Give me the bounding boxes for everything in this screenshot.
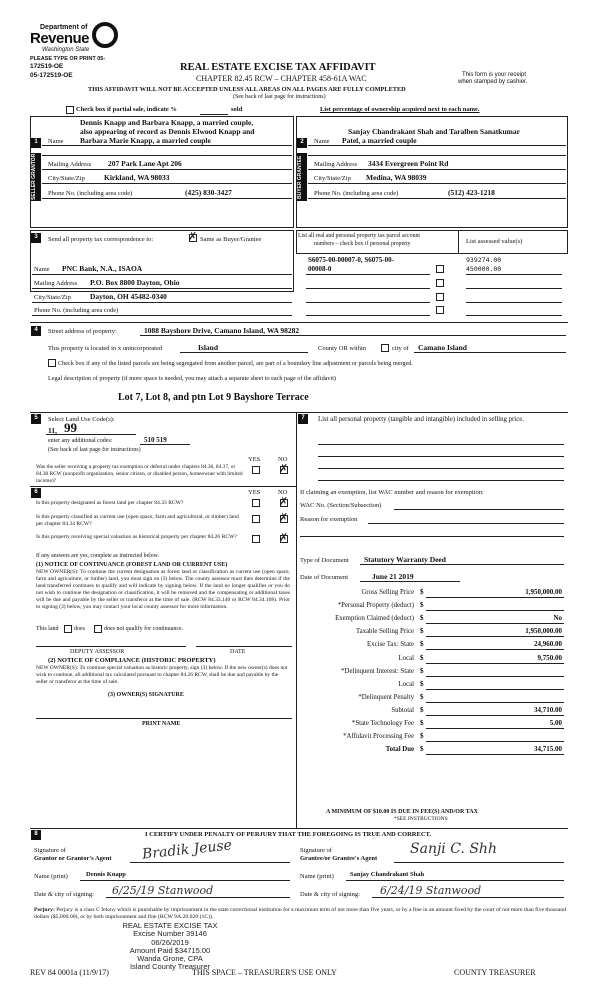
forest-land-question: Is this property designated as forest land per chapter 84.33 RCW? xyxy=(36,500,184,506)
grantor-date-city: 6/25/19 Stanwood xyxy=(112,884,214,897)
see-back-header: (See back of last page for instructions) xyxy=(233,94,326,100)
tax-row xyxy=(300,601,564,613)
forest-no-x-mark: ✗ xyxy=(279,495,289,508)
seller-grantor-tag: SELLER GRANTOR xyxy=(31,153,41,201)
section-2-tag: 2 xyxy=(297,138,307,148)
tax-row-dollar: $ xyxy=(420,706,424,714)
section-8-tag: 8 xyxy=(31,830,41,840)
additional-codes-label: enter any additional codes: xyxy=(48,438,113,444)
legal-label: Legal description of property (if more space is needed, you may attach a separate sheet to each page of the affidavit) xyxy=(48,375,336,382)
form-warning: THIS AFFIDAVIT WILL NOT BE ACCEPTED UNLESS ALL AREAS ON ALL PAGES ARE FULLY COMPLETED xyxy=(88,86,406,93)
perjury-text: Perjury is a class C felony which is punishable by imprisonment in the state correctional institution for a maximum term of not more than five years, or by a fine in an amount fixed by the court of not more than five thousand dollars ($5,000.00), or by both imprisonment and fine (RCW 9A.20.020 (1C)). xyxy=(34,907,566,920)
tax-row xyxy=(300,706,564,718)
seller-phone-label: Phone No. (including area code) xyxy=(48,190,133,197)
buyer-phone: (512) 423-1218 xyxy=(448,188,495,197)
correspondence-label: Send all property tax correspondence to: xyxy=(48,236,154,243)
tax-row-label: Gross Selling Price xyxy=(361,589,414,596)
land-use-yes: YES xyxy=(248,456,261,463)
current-use-no-x-mark: ✗ xyxy=(279,511,289,524)
tax-row-dollar: $ xyxy=(420,640,424,648)
grantee-signature: Sanji C. Shh xyxy=(410,841,497,857)
grantor-date-label: Date & city of signing: xyxy=(34,891,94,898)
notice-compliance-body: NEW OWNER(S): To continue special valuation as historic property, sign (3) below. If the new owner(s) does not wish to continue, all additional tax calculated pursuant to chapter 84.26 RCW, shall be due and payable by the seller or transferor at the time of sale. xyxy=(36,665,288,685)
personal-property-checkbox-3[interactable] xyxy=(436,293,444,301)
parcel-numbers-line2: 00008-0 xyxy=(308,265,332,273)
sec6-no: NO xyxy=(278,489,288,496)
cashier-stamp xyxy=(110,922,230,972)
land-use-code-big: 99 xyxy=(64,420,77,435)
partial-sale-label: Check box if partial sale, indicate % xyxy=(76,106,177,113)
parcel-header-1: List all real and personal property tax parcel account xyxy=(298,233,421,239)
forest-yes-checkbox[interactable] xyxy=(252,499,260,507)
corr-city: Dayton, OH 45482-0340 xyxy=(90,292,167,301)
buyer-name-line1: Sanjay Chandrakant Shah and Taralben Sanatkumar xyxy=(348,127,520,136)
personal-property-label: List all personal property (tangible and intangible) included in selling price. xyxy=(318,416,524,423)
receipt-note-1: This form is your receipt xyxy=(462,72,527,78)
doc-date: June 21 2019 xyxy=(372,572,414,581)
tax-row-value: 1,950,000.00 xyxy=(525,627,562,635)
additional-codes: 510 519 xyxy=(144,436,167,444)
logo-swirl-icon xyxy=(92,22,118,48)
corr-city-label: City/State/Zip xyxy=(34,294,71,301)
land-does-not-checkbox[interactable] xyxy=(94,625,102,633)
street-address: 1088 Bayshore Drive, Camano Island, WA 98282 xyxy=(144,326,300,335)
section-7-tag: 7 xyxy=(298,414,308,424)
section-5-tag: 5 xyxy=(31,414,41,424)
tax-row-dollar: $ xyxy=(420,601,424,609)
grantor-name: Dennis Knapp xyxy=(86,871,126,878)
treasurer-use-only: THIS SPACE – TREASURER'S USE ONLY xyxy=(192,968,337,977)
grantor-signature: Bradik Jeuse xyxy=(141,837,233,863)
seller-name-line2: also appearing of record as Dennis Elwood Knapp and xyxy=(80,127,255,136)
assessed-value-1: 939274.00 xyxy=(466,256,502,264)
county-treasurer: COUNTY TREASURER xyxy=(454,968,536,977)
tax-row xyxy=(300,719,564,731)
personal-property-checkbox-1[interactable] xyxy=(436,265,444,273)
tax-row xyxy=(300,745,564,757)
receipt-note-2: when stamped by cashier. xyxy=(458,79,528,85)
county-or-label: County OR within xyxy=(318,345,367,352)
perjury-label: Perjury: xyxy=(34,907,55,913)
certify-title: I CERTIFY UNDER PENALTY OF PERJURY THAT THE FOREGOING IS TRUE AND CORRECT. xyxy=(145,831,432,838)
tax-row-label: *Delinquent Penalty xyxy=(358,694,414,701)
buyer-name-label: Name xyxy=(314,138,330,145)
land-use-no: NO xyxy=(278,456,288,463)
tax-row-value: 24,960.00 xyxy=(534,640,562,648)
tax-row-dollar: $ xyxy=(420,588,424,596)
section-1-tag: 1 xyxy=(31,138,41,148)
property-city: Camano Island xyxy=(418,343,467,352)
stamp-line6: Island County Treasurer xyxy=(129,962,211,972)
tax-row xyxy=(300,627,564,639)
grantee-date-city: 6/24/19 Stanwood xyxy=(380,884,482,897)
grantee-name: Sanjay Chandrakant Shah xyxy=(350,871,425,878)
seller-name-line3: Barbara Marie Knapp, a married couple xyxy=(80,136,211,145)
minimum-fee-note: A MINIMUM OF $10.00 IS DUE IN FEE(S) AND/OR TAX xyxy=(326,809,478,815)
legal-description: Lot 7, Lot 8, and ptn Lot 9 Bayshore Terrace xyxy=(118,392,309,403)
within-city-checkbox[interactable] xyxy=(381,344,389,352)
tax-row-label: Subtotal xyxy=(391,707,414,714)
seller-name-label: Name xyxy=(48,138,64,145)
tax-row xyxy=(300,654,564,666)
tax-row-label: Excise Tax: State xyxy=(367,641,414,648)
land-does-not-label: does not qualify for continuance. xyxy=(104,626,184,632)
buyer-phone-label: Phone No. (including area code) xyxy=(314,190,399,197)
tax-row-dollar: $ xyxy=(420,654,424,662)
tax-row-dollar: $ xyxy=(420,680,424,688)
tax-row-label: *Delinquent Interest: State xyxy=(341,668,414,675)
grantee-date-label: Date & city of signing: xyxy=(300,891,360,898)
doc-type: Statutory Warranty Deed xyxy=(364,555,446,564)
tax-row xyxy=(300,588,564,600)
tax-row-dollar: $ xyxy=(420,745,424,753)
tax-row-value: 34,710.00 xyxy=(534,706,562,714)
historic-question: Is this property receiving special valuation as historical property per chapter 84.26 RCW? xyxy=(36,534,237,540)
notice-compliance-title: (2) NOTICE OF COMPLIANCE (HISTORIC PROPERTY) xyxy=(48,657,216,664)
logo-line2: Revenue xyxy=(30,30,90,47)
file-number-2: 05-172519-OE xyxy=(30,72,73,79)
deputy-assessor-label: DEPUTY ASSESSOR xyxy=(70,649,125,655)
section-3-tag: 3 xyxy=(31,233,41,243)
grantee-sig-label2: Grantee/or Grantee's Agent xyxy=(300,855,378,862)
tax-row-label: *Personal Property (deduct) xyxy=(337,602,414,609)
notice-continuance-body: NEW OWNER(S): To continue the current designation as forest land or classification as current use (open space, farm and agriculture, or timber) land, you must sign on (3) below. The county assessor must then determine if the land transferred continues to qualify and will indicate by signing below. If the land no longer qualifies or you do not wish to continue the designation or classification, it will be removed and the compensating or additional taxes will be due and payable by the seller or transferor at the time of sale. (RCW 84.33.140 or RCW 84.34.108). Prior to signing (3) below, you may contact your local county assessor for more information. xyxy=(36,569,290,610)
land-use-see-back: (See back of last page for instructions) xyxy=(48,447,141,453)
buyer-grantee-tag: BUYER GRANTEE xyxy=(297,153,307,201)
see-instructions: *SEE INSTRUCTIONS xyxy=(394,816,448,822)
this-land-label: This land xyxy=(36,626,59,632)
seller-phone: (425) 830-3427 xyxy=(185,188,232,197)
owner-signature-label: (3) OWNER(S) SIGNATURE xyxy=(108,692,184,698)
buyer-mailing-label: Mailing Address xyxy=(314,161,358,168)
same-as-buyer-label: Same as Buyer/Grantee xyxy=(200,236,262,243)
stamp-line5: Wanda Grone, CPA xyxy=(137,954,203,964)
tax-row xyxy=(300,732,564,744)
tax-row-value: 5.00 xyxy=(549,719,562,727)
tax-row-label: Exemption Claimed (deduct) xyxy=(335,615,414,622)
wac-label: WAC No. (Section/Subsection) xyxy=(300,502,382,509)
section-4-tag: 4 xyxy=(31,326,41,336)
buyer-city-label: City/State/Zip xyxy=(314,175,351,182)
seller-mailing-label: Mailing Address xyxy=(48,161,92,168)
personal-property-checkbox-4[interactable] xyxy=(436,306,444,314)
tax-row-value: 34,715.00 xyxy=(534,745,562,753)
tax-row xyxy=(300,614,564,626)
form-revision: REV 84 0001a (11/9/17) xyxy=(30,968,109,977)
logo-line1: Department of xyxy=(40,24,88,31)
tax-row-label: *State Technology Fee xyxy=(351,720,414,727)
land-use-label: Select Land Use Code(s): xyxy=(48,416,115,423)
dor-logo xyxy=(30,22,122,54)
tax-row-label: Total Due xyxy=(385,746,414,753)
tax-row-dollar: $ xyxy=(420,693,424,701)
historic-yes-checkbox[interactable] xyxy=(252,535,260,543)
tax-row-dollar: $ xyxy=(420,732,424,740)
seller-city: Kirkland, WA 98033 xyxy=(104,173,170,182)
personal-property-checkbox-2[interactable] xyxy=(436,279,444,287)
notice-continuance-title: (1) NOTICE OF CONTINUANCE (FOREST LAND OR CURRENT USE) xyxy=(36,562,228,568)
tax-row xyxy=(300,680,564,692)
tax-row-value: No xyxy=(553,614,562,622)
corr-mailing: P.O. Box 8800 Dayton, Ohio xyxy=(90,278,180,287)
if-yes-note: If any answers are yes, complete as instructed below. xyxy=(36,553,159,559)
tax-row-dollar: $ xyxy=(420,667,424,675)
seller-name-line1: Dennis Knapp and Barbara Knapp, a married couple, xyxy=(80,118,254,127)
corr-phone-label: Phone No. (including area code) xyxy=(34,307,119,314)
stamp-line2: Excise Number 39146 xyxy=(133,929,207,939)
doc-date-label: Date of Document xyxy=(300,574,349,581)
perjury-note xyxy=(34,907,566,921)
file-number-1: 172519-OE xyxy=(30,63,64,70)
buyer-name-line2: Patel, a married couple xyxy=(342,136,417,145)
exemption-no-x-mark: ✗ xyxy=(279,462,289,475)
grantor-sig-label1: Signature of xyxy=(34,847,66,854)
stamp-line4: Amount Paid $34715.00 xyxy=(129,945,211,955)
parcel-numbers-line1: S6075-00-00007-0, S6075-00- xyxy=(308,256,394,264)
tax-row-value: 9,750.00 xyxy=(537,654,562,662)
buyer-city: Medina, WA 98039 xyxy=(366,173,427,182)
exemption-claim-label: If claiming an exemption, list WAC number and reason for exemption: xyxy=(300,489,484,496)
tax-row-label: Local xyxy=(398,655,414,662)
same-as-buyer-x-mark: ✗ xyxy=(188,230,198,243)
print-name-label: PRINT NAME xyxy=(142,721,181,727)
stamp-line1: REAL ESTATE EXCISE TAX xyxy=(122,921,218,930)
segregated-checkbox[interactable] xyxy=(48,359,56,367)
assessed-value-2: 450000.00 xyxy=(466,265,502,273)
doc-type-label: Type of Document xyxy=(300,557,349,564)
current-use-question: Is this property classified as current use (open space, farm and agricultural, or timber) land per chapter 84.34 RCW? xyxy=(36,514,239,527)
stamp-line3: 06/26/2019 xyxy=(151,937,189,947)
tax-row-label: *Affidavit Processing Fee xyxy=(343,733,414,740)
city-of-label: city of xyxy=(392,345,409,352)
grantor-sig-label2: Grantor or Grantor's Agent xyxy=(34,855,112,862)
tax-row-label: Taxable Selling Price xyxy=(355,628,414,635)
form-title: REAL ESTATE EXCISE TAX AFFIDAVIT xyxy=(180,62,376,73)
exemption-yes-checkbox[interactable] xyxy=(252,466,260,474)
list-percentage-note: List percentage of ownership acquired next to each name. xyxy=(320,106,480,113)
parcel-header-2: numbers – check box if personal property xyxy=(314,241,411,247)
corr-name: PNC Bank, N.A., ISAOA xyxy=(62,264,143,273)
seller-mailing-address: 207 Park Lane Apt 206 xyxy=(108,159,182,168)
logo-line3: Washington State xyxy=(42,47,90,53)
segregated-label: Check box if any of the listed parcels are being segregated from another parcel, are part of a boundary line adjustment or parcels being merged. xyxy=(58,360,413,367)
grantor-name-label: Name (print) xyxy=(34,873,68,880)
tax-row xyxy=(300,693,564,705)
sold-label: sold xyxy=(231,106,243,113)
partial-sale-checkbox[interactable] xyxy=(66,106,74,114)
grantee-name-label: Name (print) xyxy=(300,873,334,880)
corr-mailing-label: Mailing Address xyxy=(34,280,78,287)
tax-row xyxy=(300,667,564,679)
land-does-checkbox[interactable] xyxy=(64,625,72,633)
sec6-yes: YES xyxy=(248,489,261,496)
tax-row-dollar: $ xyxy=(420,627,424,635)
tax-row-label: Local xyxy=(398,681,414,688)
reason-label: Reason for exemption xyxy=(300,516,358,523)
street-label: Street address of property: xyxy=(48,328,117,335)
land-use-code-small: 11, xyxy=(48,426,57,435)
corr-name-label: Name xyxy=(34,266,50,273)
historic-no-x-mark: ✗ xyxy=(279,531,289,544)
tax-row xyxy=(300,640,564,652)
located-county: Island xyxy=(198,343,219,352)
tax-row-dollar: $ xyxy=(420,719,424,727)
buyer-mailing-address: 3434 Evergreen Point Rd xyxy=(368,159,449,168)
date-label: DATE xyxy=(230,649,246,655)
assessed-header: List assessed value(s) xyxy=(466,238,523,245)
seller-city-label: City/State/Zip xyxy=(48,175,85,182)
exemption-question: Was the seller receiving a property tax exemption or deferral under chapters 84.36, 84.37, or 84.38 RCW (nonprofit organization, senior citizen, or disabled person, homeowner with limited income)? xyxy=(36,464,243,484)
print-note: PLEASE TYPE OR PRINT 05- xyxy=(30,56,106,62)
form-chapter: CHAPTER 82.45 RCW – CHAPTER 458-61A WAC xyxy=(196,74,367,83)
grantee-sig-label1: Signature of xyxy=(300,847,332,854)
tax-row-value: 1,950,000.00 xyxy=(525,588,562,596)
tax-row-dollar: $ xyxy=(420,614,424,622)
land-does-label: does xyxy=(74,626,85,632)
section-6-tag: 6 xyxy=(31,488,41,498)
current-use-yes-checkbox[interactable] xyxy=(252,515,260,523)
located-label: This property is located in x unincorporated xyxy=(48,345,163,352)
